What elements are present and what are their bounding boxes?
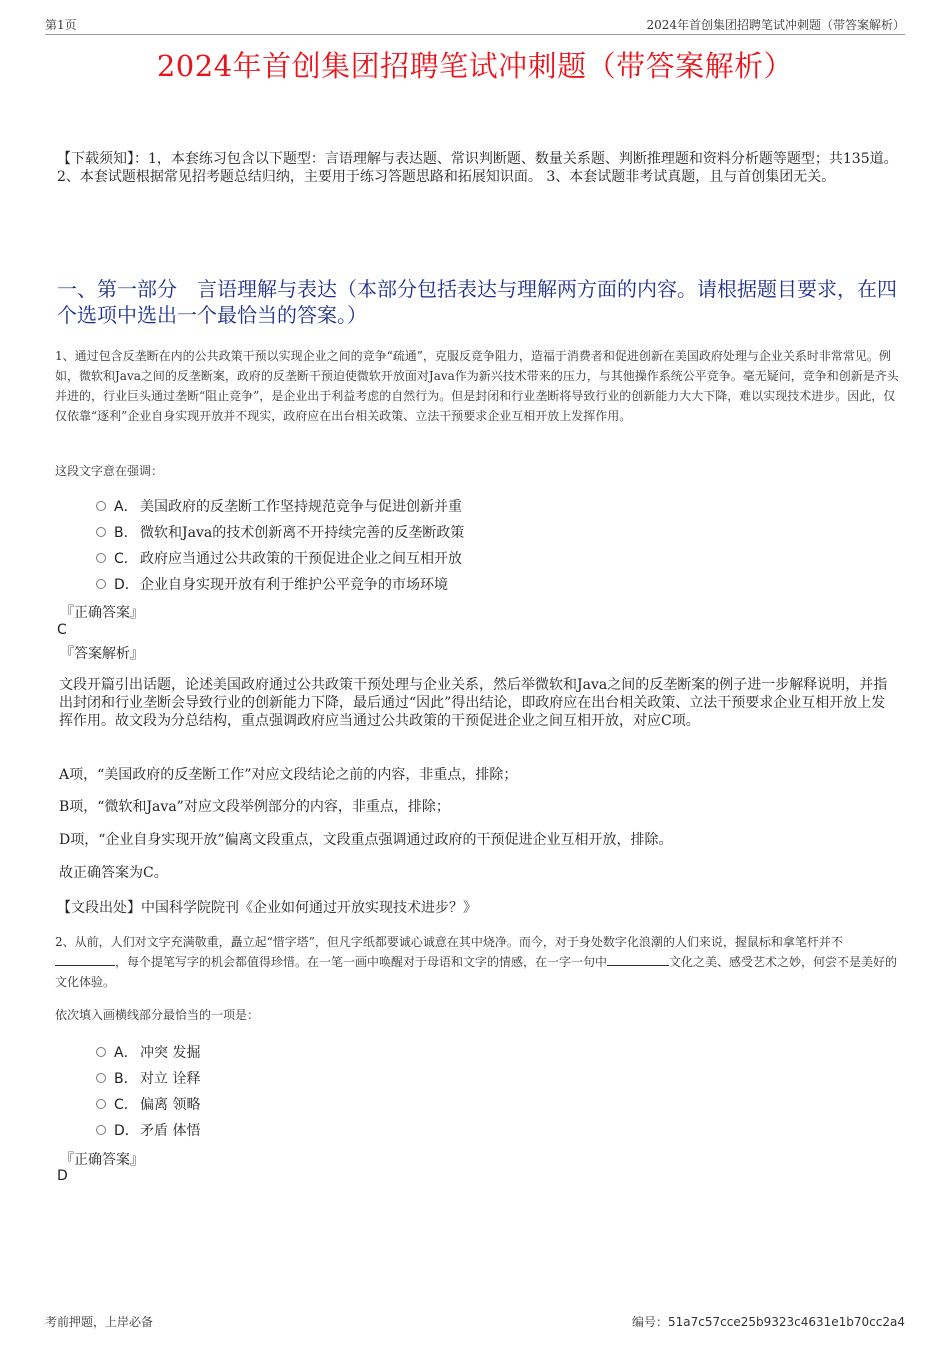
question-1-prompt: 这段文字意在强调：: [55, 464, 164, 478]
q2-option-c[interactable]: C． 偏离 领略: [96, 1094, 200, 1114]
q1-analysis-a: A项，“美国政府的反垄断工作”对应文段结论之前的内容，非重点，排除；: [59, 767, 518, 783]
radio-button-icon[interactable]: [96, 527, 106, 537]
header-doc-title: 2024年首创集团招聘笔试冲刺题（带答案解析）: [646, 18, 905, 32]
q1-option-d[interactable]: D．企业自身实现开放有利于维护公平竞争的市场环境: [96, 574, 448, 594]
question-2-text: 2、从前，人们对文字充满敬重，矗立起“惜字塔”，但凡字纸都要诚心诚意在其中烧净。而今，对于身处数字化浪潮的人们来说，握鼠标和拿笔杆并不，每个提笔写字的机会都值得珍惜。在一笔一画中唤醒对于母语和文字的情感，在一字一句中 文化之美、感受艺术之妙，何尝不是美好的文化体验。: [55, 935, 898, 989]
q1-analysis-b: B项，“微软和Java”对应文段举例部分的内容，非重点，排除；: [59, 799, 450, 815]
fill-blank-1: [55, 953, 115, 966]
radio-button-icon[interactable]: [96, 579, 106, 589]
radio-button-icon[interactable]: [96, 553, 106, 563]
radio-button-icon[interactable]: [96, 1047, 106, 1057]
q1-analysis-conclusion: 故正确答案为C。: [59, 865, 168, 881]
document-title: 2024年首创集团招聘笔试冲刺题（带答案解析）: [156, 49, 794, 83]
radio-button-icon[interactable]: [96, 1099, 106, 1109]
q2-answer-label: 『正确答案』: [60, 1152, 144, 1168]
q1-option-a[interactable]: A． 美国政府的反垄断工作坚持规范竞争与促进创新并重: [96, 496, 462, 516]
q1-option-c[interactable]: C． 政府应当通过公共政策的干预促进企业之间互相开放: [96, 548, 462, 568]
q1-analysis-summary: 文段开篇引出话题，论述美国政府通过公共政策干预处理与企业关系，然后举微软和Java之间的反垄断案的例子进一步解释说明，并指出封闭和行业垄断会导致行业的创新能力下降，最后通过“因此”得出结论，即政府应在出台相关政策、立法干预要求企业互相开放上发挥作用。故文段为分总结构，重点强调政府应当通过公共政策的干预促进企业之间互相开放，对应C项。: [59, 677, 888, 729]
footer-slogan: 考前押题，上岸必备: [45, 1315, 154, 1329]
footer-code: 编号：51a7c57cce25b9323c4631e1b70cc2a4: [631, 1315, 905, 1329]
fill-blank-2: [607, 953, 669, 966]
section-title: 一、第一部分 言语理解与表达（本部分包括表达与理解两方面的内容。请根据题目要求，在四个选项中选出一个最恰当的答案。）: [57, 277, 897, 327]
q2-option-b[interactable]: B． 对立 诠释: [96, 1068, 200, 1088]
radio-button-icon[interactable]: [96, 501, 106, 511]
q1-analysis-d: D项，“企业自身实现开放”偏离文段重点，文段重点强调通过政府的干预促进企业互相开放，排除。: [59, 832, 673, 848]
question-2-prompt: 依次填入画横线部分最恰当的一项是：: [55, 1008, 260, 1022]
q2-option-d[interactable]: D．矛盾 体悟: [96, 1120, 200, 1140]
q1-option-b[interactable]: B． 微软和Java的技术创新离不开持续完善的反垄断政策: [96, 522, 464, 542]
question-1-text: 1、通过包含反垄断在内的公共政策干预以实现企业之间的竞争“疏通”，克服反竞争阻力，造福于消费者和促进创新在美国政府处理与企业关系时非常常见。例如，微软和Java之间的反垄断案，政府的反垄断干预迫使微软开放面对Java作为新兴技术带来的压力，与其他操作系统公平竞争。毫无疑问，竞争和创新是齐头并进的，行业巨头通过垄断“阻止竞争”，是企业出于利益考虑的自然行为。但是封闭和行业垄断将导致行业的创新能力大大下降，难以实现技术进步。因此，仅仅依靠“逐利”企业自身实现开放并不现实，政府应在出台相关政策、立法干预要求企业互相开放上发挥作用。: [55, 349, 899, 423]
radio-button-icon[interactable]: [96, 1125, 106, 1135]
radio-button-icon[interactable]: [96, 1073, 106, 1083]
q2-answer: D: [57, 1168, 68, 1184]
download-notice: 【下载须知】：1，本套练习包含以下题型：言语理解与表达题、常识判断题、数量关系题、判断推理题和资料分析题等题型；共135道。 2、本套试题根据常见招考题总结归纳，主要用于练习答题思路和拓展知识面。 3、本套试题非考试真题，且与首创集团无关。: [57, 151, 898, 185]
q2-option-a[interactable]: A． 冲突 发掘: [96, 1042, 200, 1062]
q1-analysis-label: 『答案解析』: [60, 646, 144, 662]
page-header: [45, 14, 905, 35]
q1-answer-label: 『正确答案』: [60, 605, 144, 621]
q1-answer: C: [57, 622, 67, 638]
page-number: 第1页: [45, 18, 77, 32]
q1-source: 【文段出处】中国科学院院刊《企业如何通过开放实现技术进步？》: [57, 900, 477, 916]
